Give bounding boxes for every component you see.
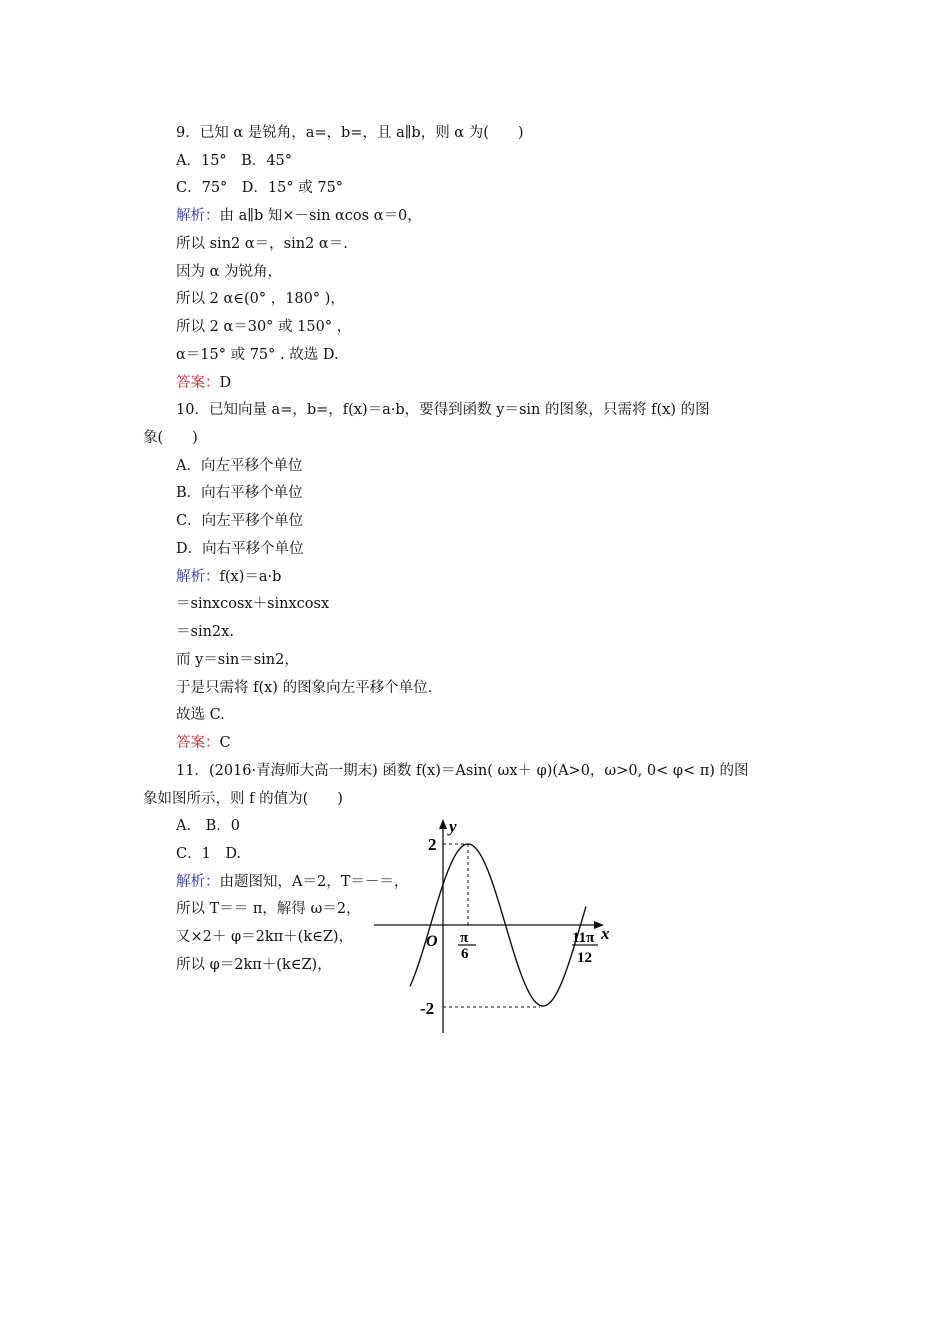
x-axis-label: x xyxy=(601,924,610,943)
line-text: D xyxy=(219,374,232,391)
text-line xyxy=(176,927,353,947)
line-text: 11．(2016·青海师大高一期末) 函数 f(x)＝Asin( ωx＋ φ)(A>0，ω>0, 0< φ< π) 的图 xyxy=(176,762,749,779)
text-line xyxy=(176,289,345,309)
line-text: B．向右平移个单位 xyxy=(176,485,303,502)
text-line xyxy=(176,262,282,282)
text-line xyxy=(176,650,299,670)
answer-label: 答案： xyxy=(176,735,220,752)
text-line xyxy=(176,206,422,226)
line-text: 9．已知 α 是锐角，a=，b=，且 a∥b，则 α 为( ) xyxy=(176,125,524,141)
line-text: 所以 sin2 α＝，sin2 α＝. xyxy=(176,235,348,252)
text-line xyxy=(176,567,281,587)
line-text: D．向右平移个单位 xyxy=(176,540,304,557)
line-text: 10．已知向量 a=，b=，f(x)＝a·b，要得到函数 y＝sin 的图象，只需将 f(x) 的图 xyxy=(176,402,710,419)
line-text: 所以 2 α∈(0° ，180° )， xyxy=(176,291,345,308)
text-line xyxy=(176,705,225,725)
text-line xyxy=(176,816,240,836)
y-axis-label: y xyxy=(449,817,457,836)
x-tick-2-den: 12 xyxy=(577,950,592,966)
line-text: 而 y＝sin＝sin2， xyxy=(176,651,299,668)
text-line xyxy=(176,345,339,365)
line-text: 因为 α 为锐角， xyxy=(176,263,283,280)
line-text: 象( ) xyxy=(143,430,198,447)
text-line xyxy=(176,123,524,143)
line-text: C xyxy=(219,735,231,752)
text-line xyxy=(176,483,303,503)
x-tick-1-num: π xyxy=(460,930,469,946)
text-line xyxy=(176,733,231,753)
text-line xyxy=(176,456,302,476)
line-text: ＝sinxcosx＋sinxcosx xyxy=(176,596,330,613)
text-line xyxy=(176,151,292,171)
text-line xyxy=(176,594,329,614)
line-text: 所以 2 α＝30° 或 150° ， xyxy=(176,319,352,336)
text-line xyxy=(176,678,432,698)
text-line xyxy=(143,789,343,809)
line-text: A. B．0 xyxy=(176,818,240,835)
line-text: 所以 T＝＝ π，解得 ω＝2， xyxy=(176,901,361,918)
line-text: 故选 C. xyxy=(176,707,225,724)
origin-label: O xyxy=(426,933,438,950)
line-text: f(x)＝a·b xyxy=(219,568,282,585)
text-line xyxy=(176,400,710,420)
line-text: 由题图知，A＝2，T＝－＝， xyxy=(219,873,409,890)
x-tick-2-num: 11π xyxy=(572,930,595,946)
text-line xyxy=(176,899,361,919)
line-text: 象如图所示，则 f 的值为( ) xyxy=(143,790,343,807)
analysis-label: 解析： xyxy=(176,873,220,890)
analysis-label: 解析： xyxy=(176,208,220,225)
text-line xyxy=(176,539,304,559)
text-line xyxy=(176,234,348,254)
line-text: C．1 D. xyxy=(176,845,242,862)
function-graph xyxy=(372,815,612,1040)
text-line xyxy=(176,373,231,393)
x-tick-1-den: 6 xyxy=(461,946,469,962)
line-text: 由 a∥b 知×－sin αcos α＝0， xyxy=(219,208,422,225)
y-axis-arrow xyxy=(439,819,447,829)
line-text: α＝15° 或 75° . 故选 D. xyxy=(176,346,339,363)
y-max-label: 2 xyxy=(428,835,437,854)
line-text: C．向左平移个单位 xyxy=(176,513,304,530)
line-text: ＝sin2x. xyxy=(176,624,234,641)
line-text: 又×2＋ φ＝2kπ＋(k∈Z)， xyxy=(176,929,354,946)
line-text: C．75° D．15° 或 75° xyxy=(176,180,344,197)
text-line xyxy=(176,761,749,781)
text-line xyxy=(176,511,303,531)
line-text: 于是只需将 f(x) 的图象向左平移个单位. xyxy=(176,679,433,696)
analysis-label: 解析： xyxy=(176,568,220,585)
text-line xyxy=(176,178,343,198)
text-line xyxy=(176,622,234,642)
line-text: A．向左平移个单位 xyxy=(176,457,303,474)
text-line xyxy=(176,317,351,337)
text-line xyxy=(176,955,332,975)
line-text: A．15° B．45° xyxy=(176,152,293,169)
y-min-label: -2 xyxy=(420,999,435,1018)
text-line xyxy=(143,428,198,448)
text-line xyxy=(176,844,241,864)
line-text: 所以 φ＝2kπ＋(k∈Z)， xyxy=(176,956,332,973)
answer-label: 答案： xyxy=(176,374,220,391)
